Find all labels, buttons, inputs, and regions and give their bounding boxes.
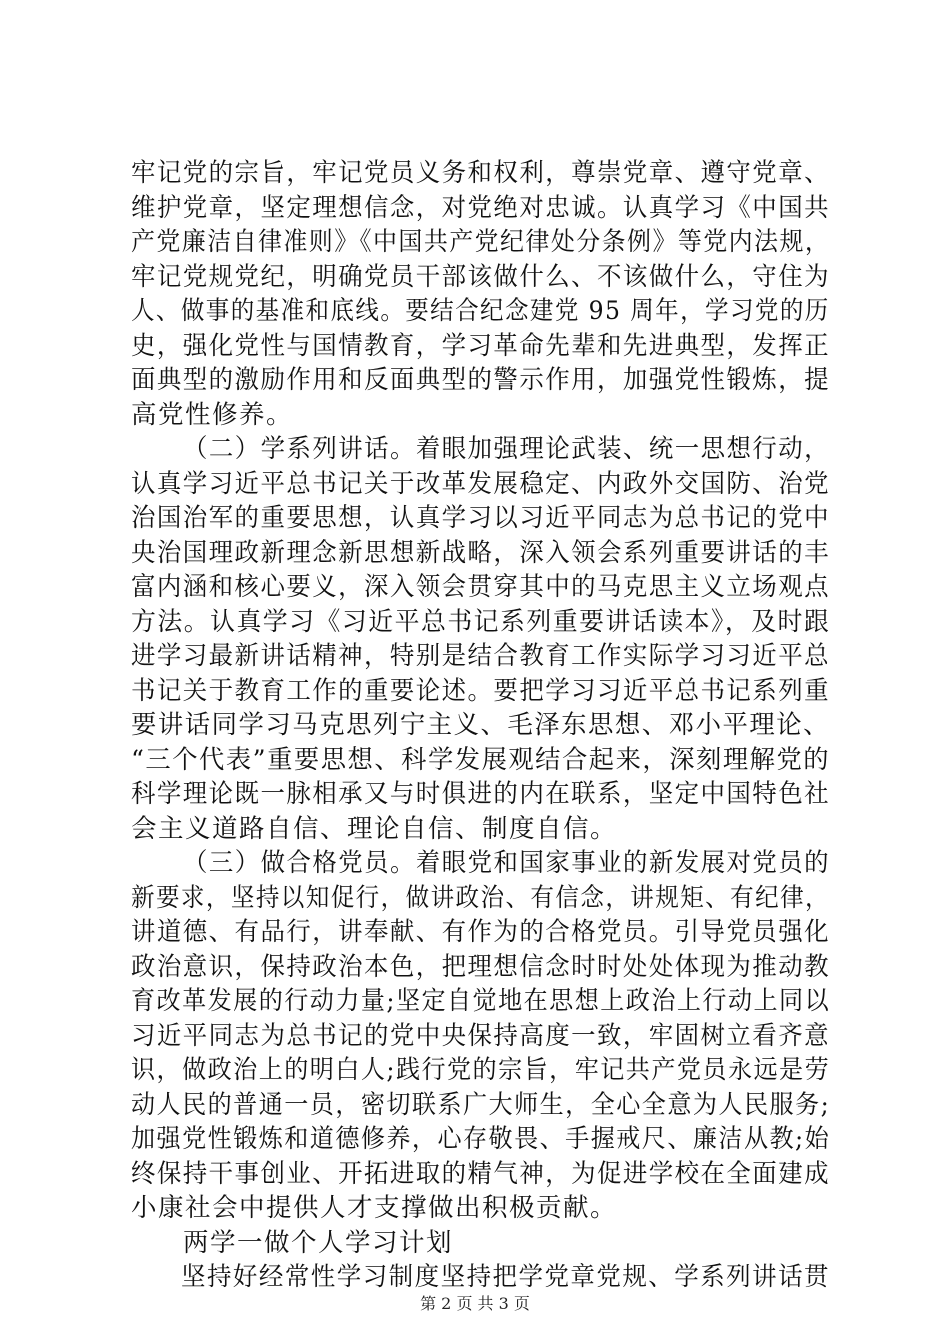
text-line: 政治意识，保持政治本色，把理想信念时时处处体现为推动教	[131, 951, 830, 982]
text-line: 终保持干事创业、开拓进取的精气神，为促进学校在全面建成	[131, 1158, 830, 1189]
text-line: 认真学习近平总书记关于改革发展稳定、内政外交国防、治党	[131, 468, 830, 499]
text-line: 治国治军的重要思想，认真学习以习近平同志为总书记的党中	[131, 503, 830, 533]
text-line: 育改革发展的行动力量;坚定自觉地在思想上政治上行动上同以	[131, 986, 831, 1016]
text-line: 科学理论既一脉相承又与时俱进的内在联系，坚定中国特色社	[131, 779, 830, 809]
text-line: 面典型的激励作用和反面典型的警示作用，加强党性锻炼，提	[131, 365, 830, 395]
text-line: （三）做合格党员。着眼党和国家事业的新发展对党员的	[183, 848, 831, 878]
text-line: （二）学系列讲话。着眼加强理论武装、统一思想行动，	[183, 434, 831, 464]
text-line: 产党廉洁自律准则》《中国共产党纪律处分条例》等党内法规，	[131, 227, 831, 257]
text-line: 坚持好经常性学习制度坚持把学党章党规、学系列讲话贯	[181, 1262, 831, 1292]
text-line: 要讲话同学习马克思列宁主义、毛泽东思想、邓小平理论、	[131, 710, 830, 740]
text-line: 讲道德、有品行，讲奉献、有作为的合格党员。引导党员强化	[131, 917, 830, 947]
text-line: 方法。认真学习《习近平总书记系列重要讲话读本》，及时跟	[131, 606, 831, 637]
text-line: 人、做事的基准和底线。要结合纪念建党 95 周年，学习党的历	[131, 296, 830, 326]
text-line: 识，做政治上的明白人;践行党的宗旨，牢记共产党员永远是劳	[131, 1055, 831, 1085]
text-line: 高党性修养。	[131, 399, 294, 430]
text-line: 央治国理政新理念新思想新战略，深入领会系列重要讲话的丰	[131, 537, 830, 568]
text-line: 史，强化党性与国情教育，学习革命先辈和先进典型，发挥正	[131, 330, 830, 361]
text-line: 书记关于教育工作的重要论述。要把学习习近平总书记系列重	[131, 675, 830, 706]
text-line: 牢记党规党纪，明确党员干部该做什么、不该做什么，守住为	[131, 261, 830, 292]
text-line: “三个代表”重要思想、科学发展观结合起来，深刻理解党的	[131, 744, 831, 775]
text-line: 两学一做个人学习计划	[183, 1227, 454, 1258]
text-line: 牢记党的宗旨，牢记党员义务和权利，尊崇党章、遵守党章、	[131, 158, 830, 188]
text-line: 动人民的普通一员，密切联系广大师生，全心全意为人民服务;	[131, 1089, 831, 1120]
text-line: 进学习最新讲话精神，特别是结合教育工作实际学习习近平总	[131, 641, 830, 671]
text-line: 会主义道路自信、理论自信、制度自信。	[131, 813, 618, 844]
page-footer: 第 2 页 共 3 页	[420, 1294, 530, 1313]
text-line: 加强党性锻炼和道德修养，心存敬畏、手握戒尺、廉洁从教;始	[131, 1124, 831, 1154]
text-line: 新要求，坚持以知促行，做讲政治、有信念，讲规矩、有纪律，	[131, 882, 831, 913]
text-line: 习近平同志为总书记的党中央保持高度一致，牢固树立看齐意	[131, 1020, 830, 1051]
text-line: 富内涵和核心要义，深入领会贯穿其中的马克思主义立场观点	[131, 572, 830, 602]
text-line: 小康社会中提供人才支撑做出积极贡献。	[131, 1193, 618, 1223]
text-line: 维护党章，坚定理想信念，对党绝对忠诚。认真学习《中国共	[131, 192, 830, 223]
